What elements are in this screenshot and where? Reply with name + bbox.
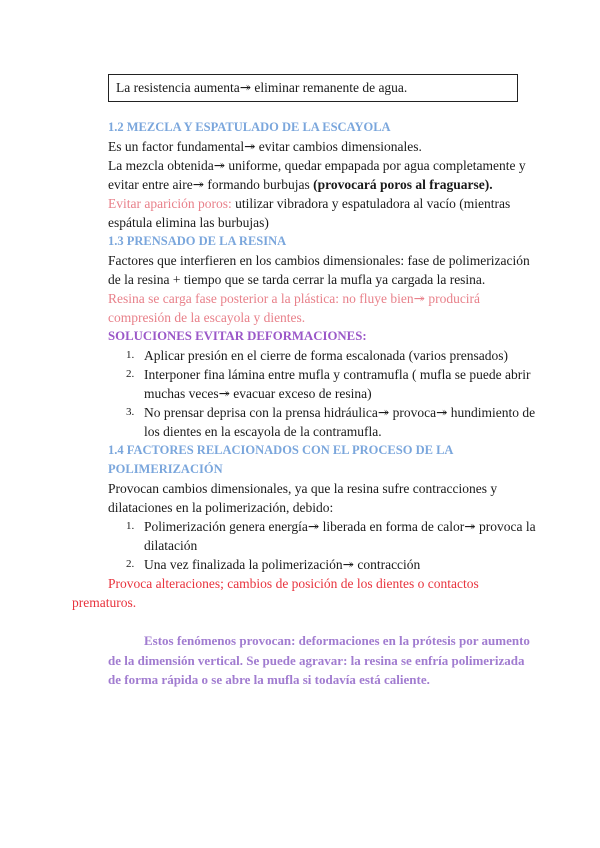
- list-text: No prensar deprisa con la prensa hidráulica↠ provoca↠ hundimiento de los dientes en la escayola de la contramufla.: [144, 405, 536, 439]
- list-item: [108, 346, 536, 365]
- paragraph-1-4-red: Provoca alteraciones; cambios de posición de los dientes o contactos prematuros.: [72, 576, 479, 610]
- note-text: utilizar vibradora y espatuladora al vacío (mientras espátula elimina las burbujas): [108, 196, 511, 230]
- note-label: Evitar aparición poros:: [108, 196, 236, 211]
- paragraph-1-2-b: [108, 156, 536, 194]
- spacer: [108, 612, 536, 631]
- list-item: [108, 555, 536, 574]
- causes-list: [108, 517, 536, 574]
- solutions-list: [108, 346, 536, 441]
- paragraph-1-2-b-bold: (provocará poros al fraguarse).: [313, 177, 493, 192]
- list-number: 3.: [126, 406, 135, 418]
- list-item: [108, 517, 536, 555]
- final-paragraph: Estos fenómenos provocan: deformaciones en la prótesis por aumento de la dimensión vertical. Se puede agravar: la resina se enfría polimerizada de forma rápida o se abre la mufla si todavía está caliente.: [108, 633, 530, 687]
- list-number: 2.: [126, 558, 135, 570]
- heading-1-2: 1.2 MEZCLA Y ESPATULADO DE LA ESCAYOLA: [108, 120, 391, 134]
- paragraph-1-3-pink: Resina se carga fase posterior a la plástica: no fluye bien↠ producirá compresión de la escayola y dientes.: [108, 291, 481, 325]
- list-number: 2.: [126, 368, 135, 380]
- document-body: [72, 118, 536, 690]
- list-number: 1.: [126, 349, 135, 361]
- paragraph-1-4-a: Provocan cambios dimensionales, ya que la resina sufre contracciones y dilataciones en la polimerización, debido:: [108, 481, 498, 515]
- paragraph-1-2-b-text: La mezcla obtenida↠ uniforme, quedar empapada por agua completamente y evitar entre aire↠ formando burbujas: [108, 158, 526, 192]
- solutions-heading: SOLUCIONES EVITAR DEFORMACIONES:: [108, 329, 367, 343]
- list-text: Una vez finalizada la polimerización↠ contracción: [144, 557, 421, 572]
- paragraph-1-3-a: Factores que interfieren en los cambios dimensionales: fase de polimerización de la resina + tiempo que se tarda cerrar la mufla ya cargada la resina.: [108, 253, 530, 287]
- heading-1-3: 1.3 PRENSADO DE LA RESINA: [108, 234, 287, 248]
- list-text: Polimerización genera energía↠ liberada en forma de calor↠ provoca la dilatación: [144, 519, 536, 553]
- highlight-box: La resistencia aumenta↠ eliminar remanente de agua.: [108, 74, 518, 102]
- paragraph-1-2-note: [108, 194, 536, 232]
- list-text: Aplicar presión en el cierre de forma escalonada (varios prensados): [144, 348, 508, 363]
- paragraph-1-2-a: Es un factor fundamental↠ evitar cambios dimensionales.: [108, 139, 422, 154]
- heading-1-4: 1.4 FACTORES RELACIONADOS CON EL PROCESO DE LA POLIMERIZACIÓN: [108, 443, 453, 476]
- list-text: Interponer fina lámina entre mufla y contramufla ( mufla se puede abrir muchas veces↠ evacuar exceso de resina): [144, 367, 531, 401]
- list-item: [108, 403, 536, 441]
- list-number: 1.: [126, 520, 135, 532]
- list-item: [108, 365, 536, 403]
